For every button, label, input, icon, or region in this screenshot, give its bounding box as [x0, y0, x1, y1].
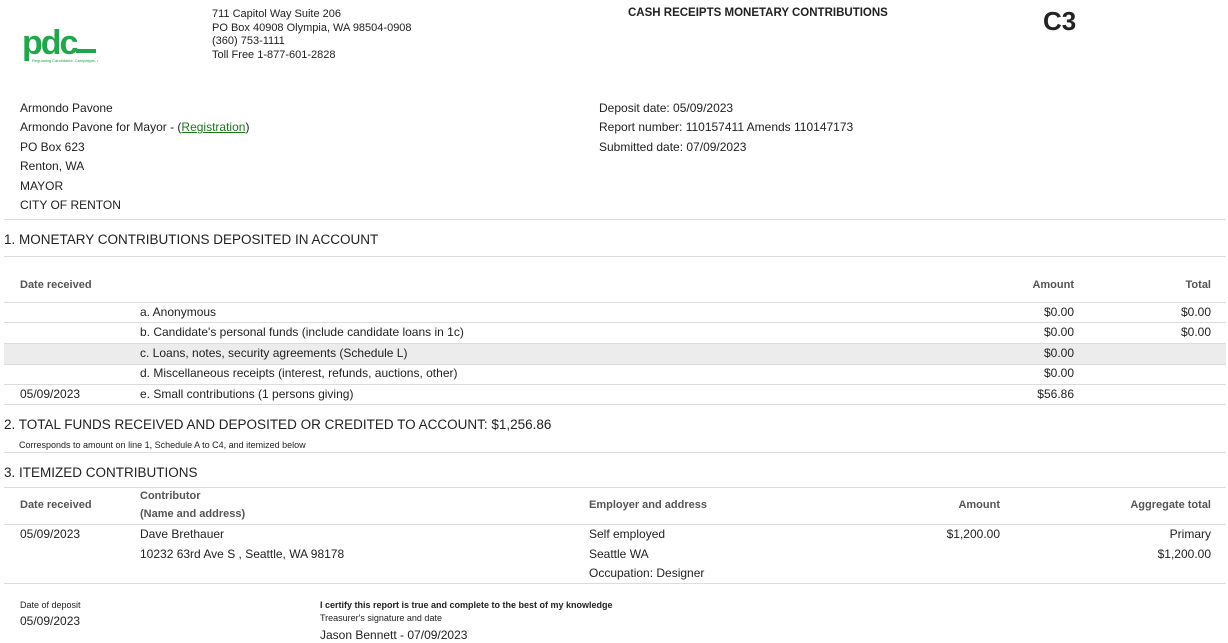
address-line: 711 Capitol Way Suite 206: [212, 8, 342, 20]
col-aggregate: Aggregate total: [1130, 499, 1211, 511]
filer-city: Renton, WA: [20, 159, 85, 174]
row-total: $0.00: [1180, 305, 1211, 319]
signature-label: Treasurer's signature and date: [320, 613, 442, 623]
pdc-address: [212, 8, 412, 62]
section2-title: 2. TOTAL FUNDS RECEIVED AND DEPOSITED OR CREDITED TO ACCOUNT: $1,256.86: [4, 417, 552, 432]
row-date: 05/09/2023: [20, 387, 81, 401]
deposit-label: Date of deposit: [20, 600, 81, 610]
pdc-logo: [22, 26, 98, 68]
col-contributor: Contributor: [140, 490, 201, 502]
contribution-date: 05/09/2023: [20, 527, 81, 541]
section2-note: Corresponds to amount on line 1, Schedule A to C4, and itemized below: [19, 440, 306, 450]
row-amount: $0.00: [1043, 346, 1074, 360]
employer-name: Self employed: [589, 527, 666, 541]
row-amount: $0.00: [1043, 325, 1074, 339]
contributor-address: 10232 63rd Ave S , Seattle, WA 98178: [140, 547, 345, 561]
election-type: Primary: [1169, 527, 1211, 541]
divider: [4, 219, 1226, 220]
contributor-name: Dave Brethauer: [140, 527, 225, 541]
row-label: e. Small contributions (1 persons giving): [140, 387, 354, 401]
divider: [4, 452, 1226, 453]
divider: [4, 384, 1226, 385]
section1-title: 1. MONETARY CONTRIBUTIONS DEPOSITED IN ACCOUNT: [4, 232, 379, 247]
employer-city: Seattle WA: [589, 547, 649, 561]
col-date-received: Date received: [20, 279, 92, 291]
deposit-date: Deposit date: 05/09/2023: [599, 101, 734, 115]
filer-name: Armondo Pavone: [20, 101, 113, 115]
registration-link[interactable]: Registration: [181, 120, 246, 135]
col-date-received: Date received: [20, 499, 92, 511]
divider: [4, 487, 1226, 488]
row-amount: $56.86: [1037, 387, 1074, 401]
address-line: Toll Free 1-877-601-2828: [212, 48, 336, 61]
row-total: $0.00: [1180, 325, 1211, 339]
certification-statement: I certify this report is true and complete to the best of my knowledge: [320, 600, 613, 610]
document-title: CASH RECEIPTS MONETARY CONTRIBUTIONS: [628, 7, 888, 19]
divider: [4, 322, 1226, 323]
occupation: Occupation: Designer: [589, 566, 705, 580]
row-label: d. Miscellaneous receipts (interest, refunds, auctions, other): [140, 366, 458, 380]
address-line: (360) 753-1111: [212, 35, 285, 47]
divider: [4, 364, 1226, 365]
col-amount: Amount: [958, 499, 1000, 511]
section3-title: 3. ITEMIZED CONTRIBUTIONS: [4, 465, 198, 480]
address-line: PO Box 40908 Olympia, WA 98504-0908: [212, 21, 412, 34]
row-label: b. Candidate's personal funds (include candidate loans in 1c): [140, 325, 464, 339]
filer-address: PO Box 623: [20, 139, 85, 154]
filer-office: MAYOR: [20, 178, 64, 193]
footer-deposit-date: 05/09/2023: [20, 614, 81, 628]
divider: [4, 404, 1226, 405]
treasurer-signature: Jason Bennett - 07/09/2023: [320, 628, 468, 642]
divider: [4, 302, 1226, 303]
divider: [4, 524, 1226, 525]
row-amount: $0.00: [1043, 366, 1074, 380]
contribution-amount: $1,200.00: [946, 527, 1000, 541]
row-amount: $0.00: [1043, 305, 1074, 319]
divider: [4, 256, 1226, 257]
col-employer: Employer and address: [589, 499, 707, 511]
report-meta: [599, 99, 853, 157]
submitted-date: Submitted date: 07/09/2023: [599, 139, 747, 154]
report-number: Report number: 110157411 Amends 110147173: [599, 120, 854, 135]
committee-close: ): [245, 120, 250, 135]
col-total: Total: [1185, 279, 1211, 291]
divider: [4, 583, 1226, 584]
committee-name: Armondo Pavone for Mayor - (: [20, 120, 182, 135]
col-contributor-sub: (Name and address): [140, 508, 246, 520]
aggregate-total: $1,200.00: [1157, 547, 1211, 561]
filer-jurisdiction: CITY OF RENTON: [20, 198, 121, 213]
col-amount: Amount: [1032, 279, 1074, 291]
logo-wordmark: pdc: [22, 26, 77, 62]
committee-line: [20, 118, 249, 137]
filer-info: [20, 99, 249, 215]
row-label: c. Loans, notes, security agreements (Schedule L): [140, 346, 408, 360]
row-label: a. Anonymous: [140, 305, 217, 319]
logo-tagline: Regulating Candidates, Campaigns,: [32, 58, 97, 63]
form-code: C3: [1043, 6, 1077, 36]
